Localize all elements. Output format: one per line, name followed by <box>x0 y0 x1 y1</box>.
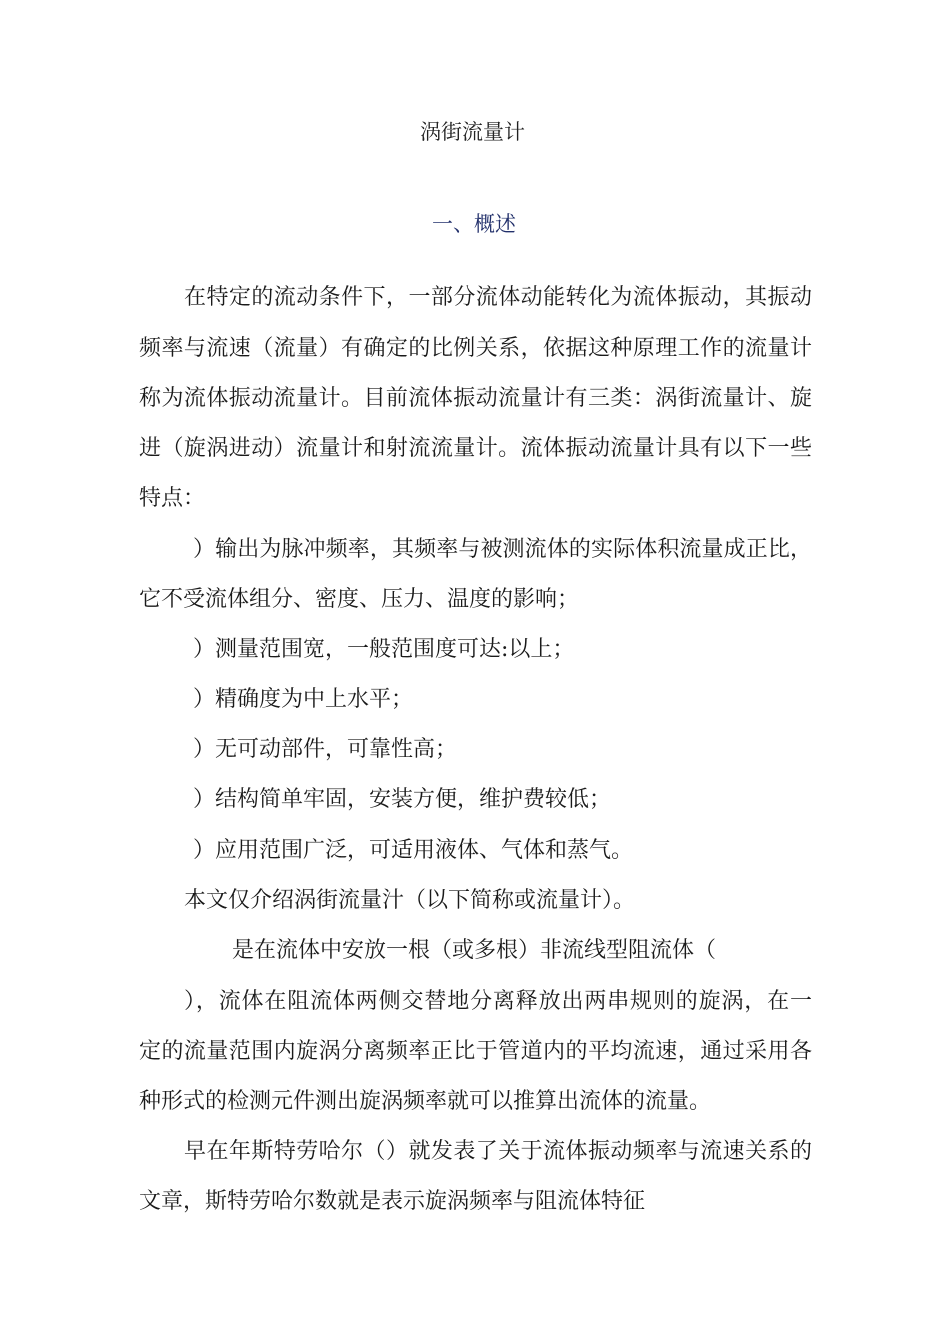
principle-line-2: ），流体在阻流体两侧交替地分离释放出两串规则的旋涡，在一 <box>184 989 812 1014</box>
history-line-2: 文章，斯特劳哈尔数就是表示旋涡频率与阻流体特征 <box>139 1189 646 1214</box>
principle-line-4: 种形式的检测元件测出旋涡频率就可以推算出流体的流量。 <box>139 1089 712 1114</box>
feature-item-2: ）测量范围宽，一般范围度可达:以上； <box>193 637 575 662</box>
feature-item-1: ）输出为脉冲频率，其频率与被测流体的实际体积流量成正比， <box>193 537 812 562</box>
intro-line-5: 特点： <box>139 486 206 511</box>
feature-item-3: ）精确度为中上水平； <box>193 687 414 712</box>
intro-line-2: 频率与流速（流量）有确定的比例关系，依据这种原理工作的流量计 <box>139 336 812 361</box>
feature-item-1-cont: 它不受流体组分、密度、压力、温度的影响； <box>139 587 580 612</box>
intro-line-3: 称为流体振动流量计。目前流体振动流量计有三类：涡街流量计、旋 <box>139 386 812 411</box>
document-title: 涡街流量计 <box>420 120 525 144</box>
scope-line: 本文仅介绍涡街流量汁（以下简称或流量计）。 <box>184 888 636 913</box>
principle-line-3: 定的流量范围内旋涡分离频率正比于管道内的平均流速，通过采用各 <box>139 1039 812 1064</box>
principle-line-1: 是在流体中安放一根（或多根）非流线型阻流体（ <box>232 938 717 963</box>
intro-line-4: 进（旋涡进动）流量计和射流流量计。流体振动流量计具有以下一些 <box>139 436 812 461</box>
section-heading: 一、概述 <box>432 212 516 236</box>
feature-item-6: ）应用范围广泛，可适用液体、气体和蒸气。 <box>193 838 634 863</box>
feature-item-4: ）无可动部件，可靠性高； <box>193 737 458 762</box>
intro-line-1: 在特定的流动条件下，一部分流体动能转化为流体振动，其振动 <box>184 285 812 310</box>
history-line-1: 早在年斯特劳哈尔（）就发表了关于流体振动频率与流速关系的 <box>184 1139 812 1164</box>
feature-item-5: ）结构简单牢固，安装方便，维护费较低； <box>193 787 612 812</box>
